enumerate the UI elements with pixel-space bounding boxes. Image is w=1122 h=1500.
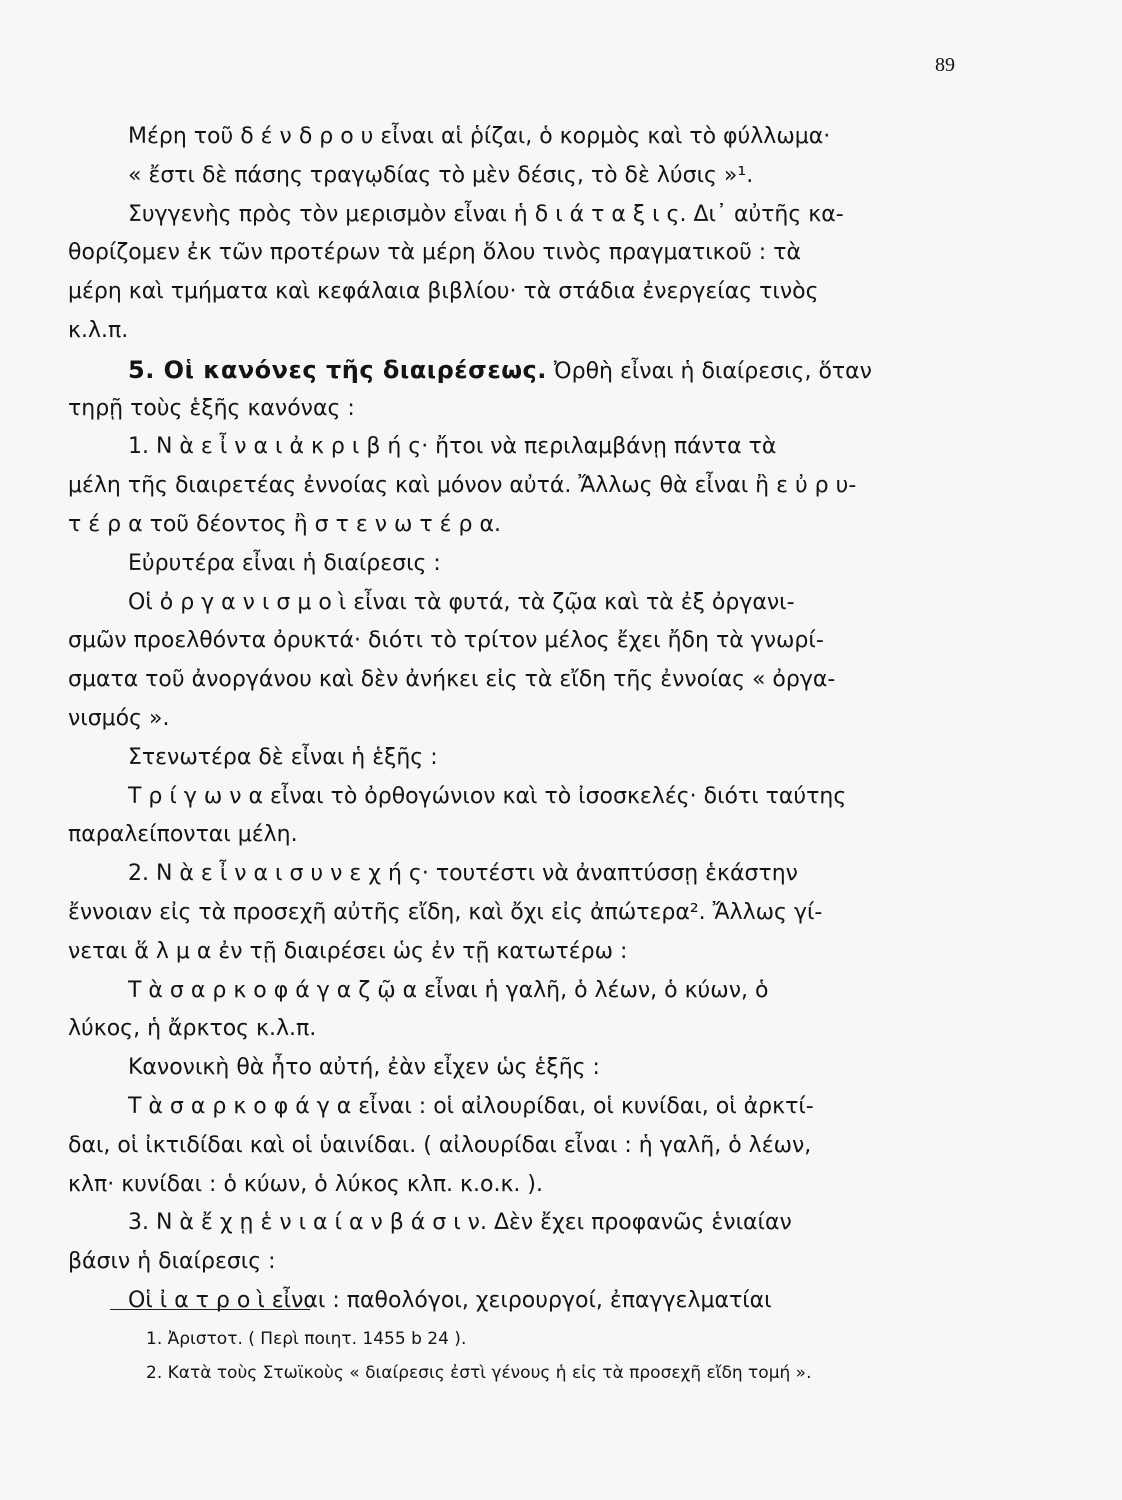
text-line: τηρῇ τοὺς ἑξῆς κανόνας : — [68, 395, 355, 421]
text-line: λύκος, ἡ ἄρκτος κ.λ.π. — [68, 1016, 317, 1042]
text-line: Τ ρ ί γ ω ν α εἶναι τὸ ὀρθογώνιον καὶ τὸ ἰσοσκελές· διότι ταύτης — [128, 783, 847, 809]
text-line: Κανονικὴ θὰ ἦτο αὐτή, ἐὰν εἶχεν ὡς ἑξῆς : — [128, 1055, 600, 1081]
text-line: κλπ· κυνίδαι : ὁ κύων, ὁ λύκος κλπ. κ.ο.κ. ). — [68, 1171, 543, 1197]
text-line: Οἱ ἰ α τ ρ ο ὶ εἶναι : παθολόγοι, χειρουργοί, ἐπαγγελματίαι — [128, 1287, 772, 1313]
text-line: θορίζομεν ἐκ τῶν προτέρων τὰ μέρη ὅλου τινὸς πραγματικοῦ : τὰ — [68, 240, 801, 266]
text-line: Οἱ ὀ ρ γ α ν ι σ μ ο ὶ εἶναι τὰ φυτά, τὰ ζῷα καὶ τὰ ἐξ ὀργανι- — [128, 589, 795, 615]
body-text — [68, 118, 968, 1321]
section-heading-line — [68, 351, 968, 390]
text-line: νεται ἅ λ μ α ἐν τῇ διαιρέσει ὡς ἐν τῇ κατωτέρω : — [68, 938, 628, 964]
text-line: μέρη καὶ τμήματα καὶ κεφάλαια βιβλίου· τὰ στάδια ἐνεργείας τινὸς — [68, 279, 819, 305]
text-line: δαι, οἱ ἰκτιδίδαι καὶ οἱ ὑαινίδαι. ( αἰλουρίδαι εἶναι : ἡ γαλῆ, ὁ λέων, — [68, 1132, 812, 1158]
text-line: « ἔστι δὲ πάσης τραγῳδίας τὸ μὲν δέσις, τὸ δὲ λύσις »¹. — [128, 162, 754, 188]
text-line: Συγγενὴς πρὸς τὸν μερισμὸν εἶναι ἡ δ ι ά τ α ξ ι ς. Δι᾽ αὐτῆς κα- — [128, 201, 844, 227]
text-line: 1. Ν ὰ ε ἶ ν α ι ἀ κ ρ ι β ή ς· ἤτοι νὰ περιλαμβάνῃ πάντα τὰ — [128, 434, 777, 460]
text-line: 2. Ν ὰ ε ἶ ν α ι σ υ ν ε χ ή ς· τουτέστι νὰ ἀναπτύσσῃ ἑκάστην — [128, 861, 798, 887]
text-line: Τ ὰ σ α ρ κ ο φ ά γ α ζ ῷ α εἶναι ἡ γαλῆ, ὁ λέων, ὁ κύων, ὁ — [128, 977, 769, 1003]
text-line: σμῶν προελθόντα ὀρυκτά· διότι τὸ τρίτον μέλος ἔχει ἤδη τὰ γνωρί- — [68, 628, 824, 654]
page-number: 89 — [935, 54, 955, 76]
text-line: Εὐρυτέρα εἶναι ἡ διαίρεσις : — [128, 550, 441, 576]
footnote: 1. Ἀριστοτ. ( Περὶ ποιητ. 1455 b 24 ). — [146, 1329, 467, 1349]
footnotes — [146, 1322, 1006, 1390]
footnote: 2. Κατὰ τοὺς Στωϊκοὺς « διαίρεσις ἐστὶ γένους ἡ εἰς τὰ προσεχῆ εἴδη τομή ». — [146, 1363, 812, 1383]
text-line: παραλείπονται μέλη. — [68, 822, 298, 848]
text-line: 3. Ν ὰ ἔ χ ῃ ἑ ν ι α ί α ν β ά σ ι ν. Δὲν ἔχει προφανῶς ἑνιαίαν — [128, 1210, 792, 1236]
text-line: τ έ ρ α τοῦ δέοντος ἢ σ τ ε ν ω τ έ ρ α. — [68, 511, 501, 537]
text-line: σματα τοῦ ἀνοργάνου καὶ δὲν ἀνήκει εἰς τὰ εἴδη τῆς ἐννοίας « ὀργα- — [68, 667, 836, 693]
text-line: Ὀρθὴ εἶναι ἡ διαίρεσις, ὅταν — [553, 358, 872, 384]
text-line: Στενωτέρα δὲ εἶναι ἡ ἑξῆς : — [128, 744, 438, 770]
text-line: Τ ὰ σ α ρ κ ο φ ά γ α εἶναι : οἱ αἰλουρίδαι, οἱ κυνίδαι, οἱ ἀρκτί- — [128, 1093, 814, 1119]
text-line: μέλη τῆς διαιρετέας ἐννοίας καὶ μόνον αὐτά. Ἄλλως θὰ εἶναι ἢ ε ὐ ρ υ- — [68, 473, 857, 499]
text-line: κ.λ.π. — [68, 317, 129, 343]
text-line: Μέρη τοῦ δ έ ν δ ρ ο υ εἶναι αἱ ῥίζαι, ὁ κορμὸς καὶ τὸ φύλλωμα· — [128, 124, 831, 149]
section-heading: 5. Οἱ κανόνες τῆς διαιρέσεως. — [128, 355, 547, 384]
text-line: ἔννοιαν εἰς τὰ προσεχῆ αὐτῆς εἴδη, καὶ ὄχι εἰς ἀπώτερα². Ἄλλως γί- — [68, 899, 823, 925]
footnote-divider — [110, 1309, 310, 1310]
text-line: βάσιν ἡ διαίρεσις : — [68, 1249, 276, 1275]
text-line: νισμός ». — [68, 705, 170, 731]
